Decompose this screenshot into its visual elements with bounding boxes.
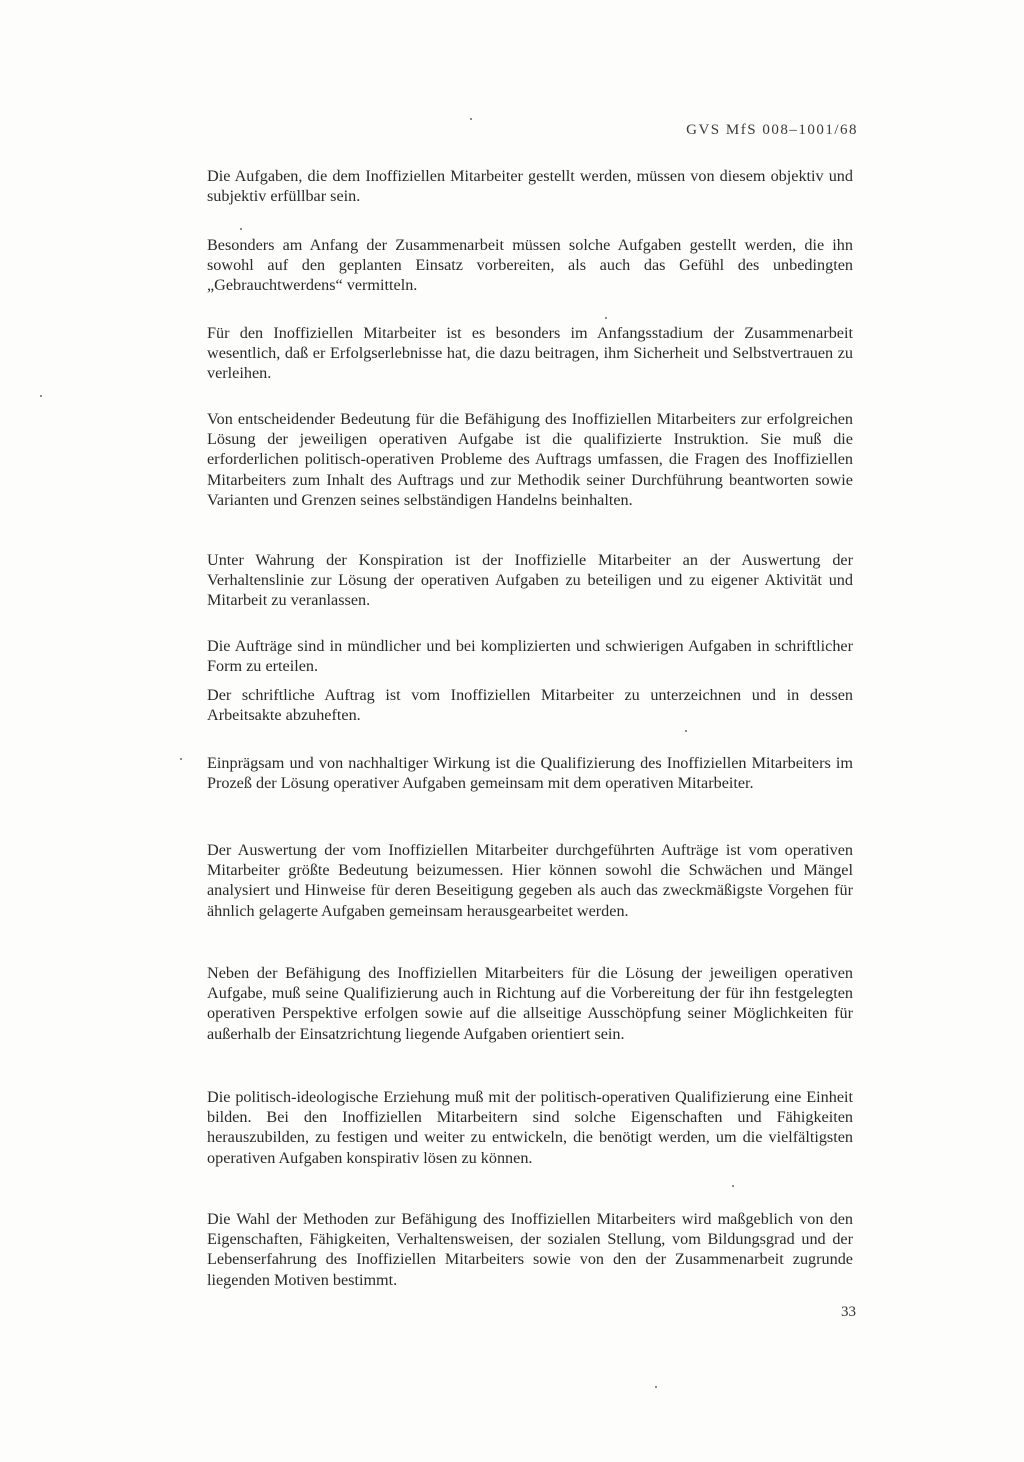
paragraph-5: Unter Wahrung der Konspiration ist der Inoffizielle Mitarbeiter an der Auswertung der Verhaltenslinie zur Lösung der operativen Aufgaben zu beteiligen und zu eigener Aktivität und Mitarbeit zu veranlassen. [207, 551, 853, 610]
paragraph-10: Neben der Befähigung des Inoffiziellen Mitarbeiters für die Lösung der jeweiligen operativen Aufgabe, muß seine Qualifizierung auch in Richtung auf die Vorbereitung der für ihn festgelegten operativen Perspektive erfolgen sowie auf die allseitige Ausschöpfung seiner Möglichkeiten für außerhalb der Einsatzrichtung liegende Aufgaben orientiert sein. [207, 964, 853, 1043]
paragraph-9: Der Auswertung der vom Inoffiziellen Mitarbeiter durchgeführten Aufträge ist vom operativen Mitarbeiter größte Bedeutung beizumessen. Hier können sowohl die Schwächen und Mängel analysiert und Hinweise für deren Beseitigung gegeben als auch das zweckmäßigste Vorgehen für ähnlich gelagerte Aufgaben gemeinsam herausgearbeitet werden. [207, 841, 853, 920]
scan-speck [470, 118, 472, 120]
paragraph-2: Besonders am Anfang der Zusammenarbeit müssen solche Aufgaben gestellt werden, die ihn sowohl auf den geplanten Einsatz vorbereiten, als auch das Gefühl des unbedingten „Gebrauchtwerdens“ vermitteln. [207, 236, 853, 295]
paragraph-11: Die politisch-ideologische Erziehung muß mit der politisch-operativen Qualifizierung eine Einheit bilden. Bei den Inoffiziellen Mitarbeitern sind solche Eigenschaften und Fähigkeiten herauszubilden, zu festigen und weiter zu entwickeln, die benötigt werden, um die vielfältigsten operativen Aufgaben konspirativ lösen zu können. [207, 1088, 853, 1167]
paragraph-1: Die Aufgaben, die dem Inoffiziellen Mitarbeiter gestellt werden, müssen von diesem objektiv und subjektiv erfüllbar sein. [207, 167, 853, 206]
scan-speck [40, 395, 42, 397]
paragraph-4: Von entscheidender Bedeutung für die Befähigung des Inoffiziellen Mitarbeiters zur erfolgreichen Lösung der jeweiligen operativen Aufgabe ist die qualifizierte Instruktion. Sie muß die erforderlichen politisch-operativen Probleme des Auftrags umfassen, die Fragen des Inoffiziellen Mitarbeiters zum Inhalt des Auftrags und zur Methodik seiner Durchführung beantworten sowie Varianten und Grenzen seines selbständigen Handelns beinhalten. [207, 410, 853, 509]
paragraph-3: Für den Inoffiziellen Mitarbeiter ist es besonders im Anfangsstadium der Zusammenarbeit wesentlich, daß er Erfolgserlebnisse hat, die dazu beitragen, ihm Sicherheit und Selbstvertrauen zu verleihen. [207, 324, 853, 383]
page-number: 33 [841, 1304, 856, 1320]
scan-speck [605, 317, 607, 319]
paragraph-8: Einprägsam und von nachhaltiger Wirkung ist die Qualifizierung des Inoffiziellen Mitarbeiters im Prozeß der Lösung operativer Aufgaben gemeinsam mit dem operativen Mitarbeiter. [207, 754, 853, 793]
scan-speck [732, 1185, 734, 1187]
paragraph-12: Die Wahl der Methoden zur Befähigung des Inoffiziellen Mitarbeiters wird maßgeblich von den Eigenschaften, Fähigkeiten, Verhaltensweisen, der sozialen Stellung, vom Bildungsgrad und der Lebenserfahrung des Inoffiziellen Mitarbeiters sowie von den der Zusammenarbeit zugrunde liegenden Motiven bestimmt. [207, 1210, 853, 1289]
scan-speck [240, 228, 242, 230]
paragraph-7: Der schriftliche Auftrag ist vom Inoffiziellen Mitarbeiter zu unterzeichnen und in dessen Arbeitsakte abzuheften. [207, 686, 853, 725]
scan-speck [685, 730, 687, 732]
scan-speck [180, 758, 182, 760]
document-reference: GVS MfS 008–1001/68 [686, 122, 858, 138]
scan-speck [655, 1386, 657, 1388]
paragraph-6: Die Aufträge sind in mündlicher und bei komplizierten und schwierigen Aufgaben in schriftlicher Form zu erteilen. [207, 637, 853, 676]
